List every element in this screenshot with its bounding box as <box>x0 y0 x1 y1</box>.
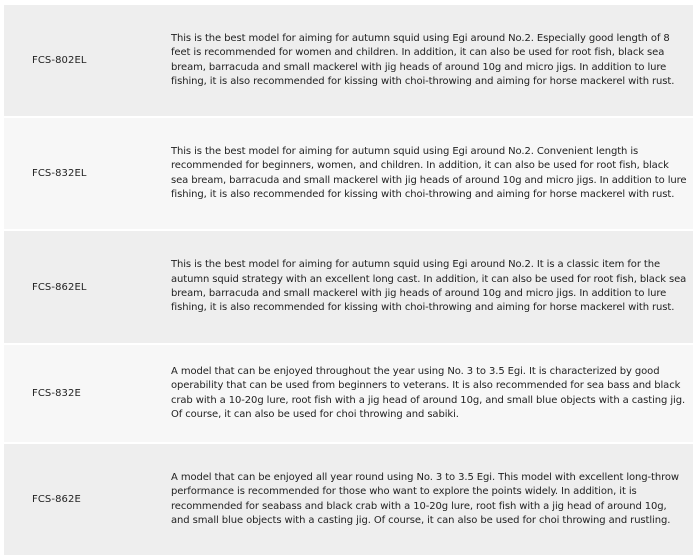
model-name-cell: FCS-862E <box>32 494 81 505</box>
model-name-cell: FCS-832EL <box>32 168 87 179</box>
table-row <box>4 116 693 229</box>
model-name-cell: FCS-832E <box>32 388 81 399</box>
product-spec-table <box>4 3 693 555</box>
model-description-cell: This is the best model for aiming for autumn squid using Egi around No.2. Convenient length is recommended for beginners, women, and children. In addition, it can also be used for root fish, black sea bream, barracuda and small mackerel with jig heads of around 10g and micro jigs. In addition to lure fishing, it is also recommended for kissing with choi-throwing and aiming for horse mackerel with rust. <box>171 145 687 200</box>
table-row <box>4 343 693 442</box>
table-row <box>4 3 693 116</box>
model-description-cell: This is the best model for aiming for autumn squid using Egi around No.2. Especially good length of 8 feet is recommended for women and children. In addition, it can also be used for root fish, black sea bream, barracuda and small mackerel with jig heads of around 10g and micro jigs. In addition to lure fishing, it is also recommended for kissing with choi-throwing and aiming for horse mackerel with rust. <box>171 32 675 87</box>
model-name-cell: FCS-862EL <box>32 281 87 293</box>
model-name-cell: FCS-802EL <box>32 55 87 66</box>
model-description-cell: A model that can be enjoyed throughout the year using No. 3 to 3.5 Egi. It is characterized by good operability that can be used from beginners to veterans. It is also recommended for sea bass and black crab with a 10-20g lure, root fish with a jig head of around 10g, and small blue objects with a casting jig. Of course, it can also be used for choi throwing and sabiki. <box>171 365 686 420</box>
model-description-cell: A model that can be enjoyed all year round using No. 3 to 3.5 Egi. This model with excellent long-throw performance is recommended for those who want to explore the points widely. In addition, it is recommended for seabass and black crab with a 10-20g lure, root fish with a jig head of around 10g, and small blue objects with a casting jig. Of course, it can also be used for choi throwing and rustling. <box>171 471 679 526</box>
model-description-cell: This is the best model for aiming for autumn squid using Egi around No.2. It is a classic item for the autumn squid strategy with an excellent long cast. In addition, it can also be used for root fish, black sea bream, barracuda and small mackerel with jig heads of around 10g and micro jigs. In addition to lure fishing, it is also recommended for kissing with choi-throwing and aiming for horse mackerel with rust. <box>171 259 687 314</box>
table-row <box>4 229 693 343</box>
table-row <box>4 442 693 555</box>
